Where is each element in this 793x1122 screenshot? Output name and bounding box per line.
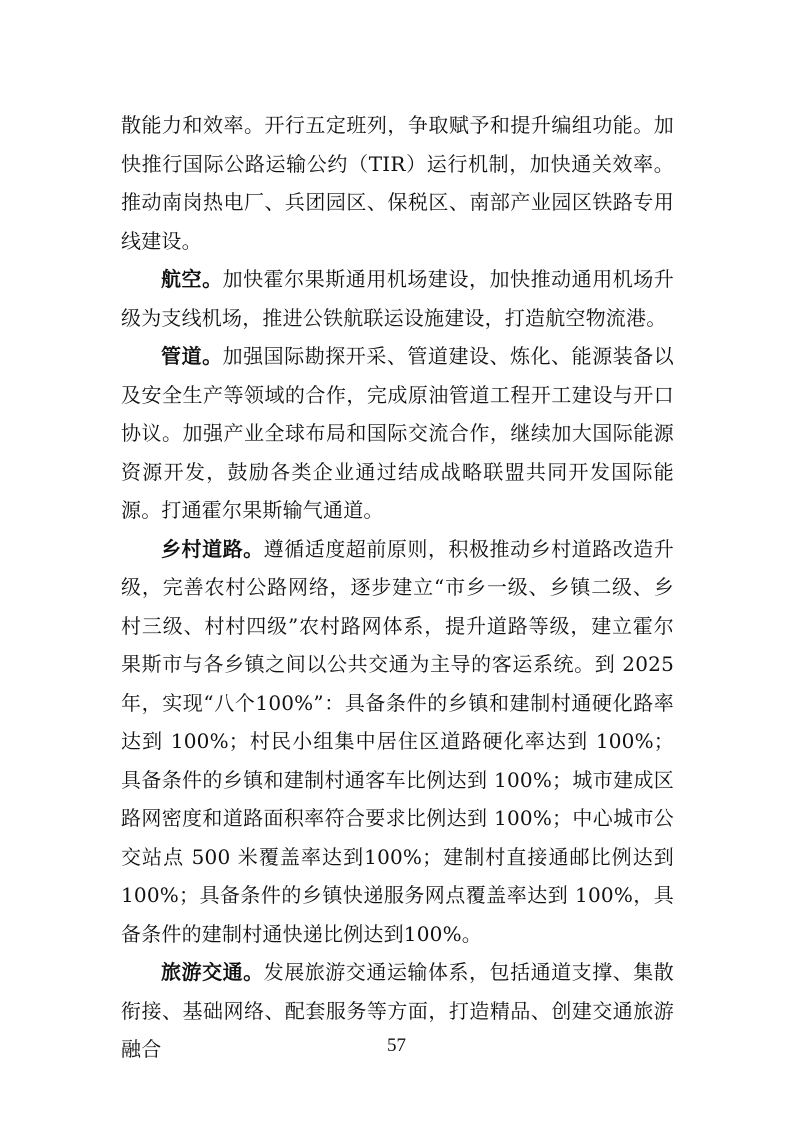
paragraph-aviation: [121, 260, 674, 337]
paragraph-heading: 乡村道路。: [161, 536, 264, 561]
body-text: [121, 106, 674, 1069]
paragraph-text: 加强国际勘探开采、管道建设、炼化、能源装备以及安全生产等领域的合作，完成原油管道工程开工建设与开口协议。加强产业全球布局和国际交流合作，继续加大国际能源资源开发，鼓励各类企业通过结成战略联盟共同开发国际能源。打通霍尔果斯输气通道。: [121, 344, 674, 522]
paragraph-continuation: [121, 106, 674, 260]
paragraph-heading: 航空。: [161, 267, 223, 291]
paragraph-rural-roads: [121, 530, 674, 954]
paragraph-text: 遵循适度超前原则，积极推动乡村道路改造升级，完善农村公路网络，逐步建立“市乡一级、乡镇二级、乡村三级、村村四级”农村路网体系，提升道路等级，建立霍尔果斯市与各乡镇之间以公共交通为主导的客运系统。到 2025 年，实现“八个100%”：具备条件的乡镇和建制村通硬化路率达到 100%；村民小组集中居住区道路硬化率达到 100%；具备条件的乡镇和建制村通客车比例达到 100%；城市建成区路网密度和道路面积率符合要求比例达到 100%；中心城市公交站点 500 米覆盖率达到100%；建制村直接通邮比例达到 100%；具备条件的乡镇快递服务网点覆盖率达到 100%，具备条件的建制村通快递比例达到100%。: [121, 536, 675, 946]
paragraph-pipeline: [121, 337, 674, 530]
paragraph-heading: 管道。: [161, 344, 223, 368]
page-number: 57: [387, 1035, 406, 1056]
paragraph-text: 发展旅游交通运输体系，包括通道支撑、集散衔接、基础网络、配套服务等方面，打造精品、创建交通旅游融合: [121, 960, 675, 1061]
paragraph-heading: 旅游交通。: [161, 960, 264, 984]
paragraph-text: 加快霍尔果斯通用机场建设，加快推动通用机场升级为支线机场，推进公铁航联运设施建设，打造航空物流港。: [121, 267, 674, 330]
paragraph-text: 散能力和效率。开行五定班列，争取赋予和提升编组功能。加快推行国际公路运输公约（TIR）运行机制，加快通关效率。推动南岗热电厂、兵团园区、保税区、南部产业园区铁路专用线建设。: [121, 113, 674, 253]
